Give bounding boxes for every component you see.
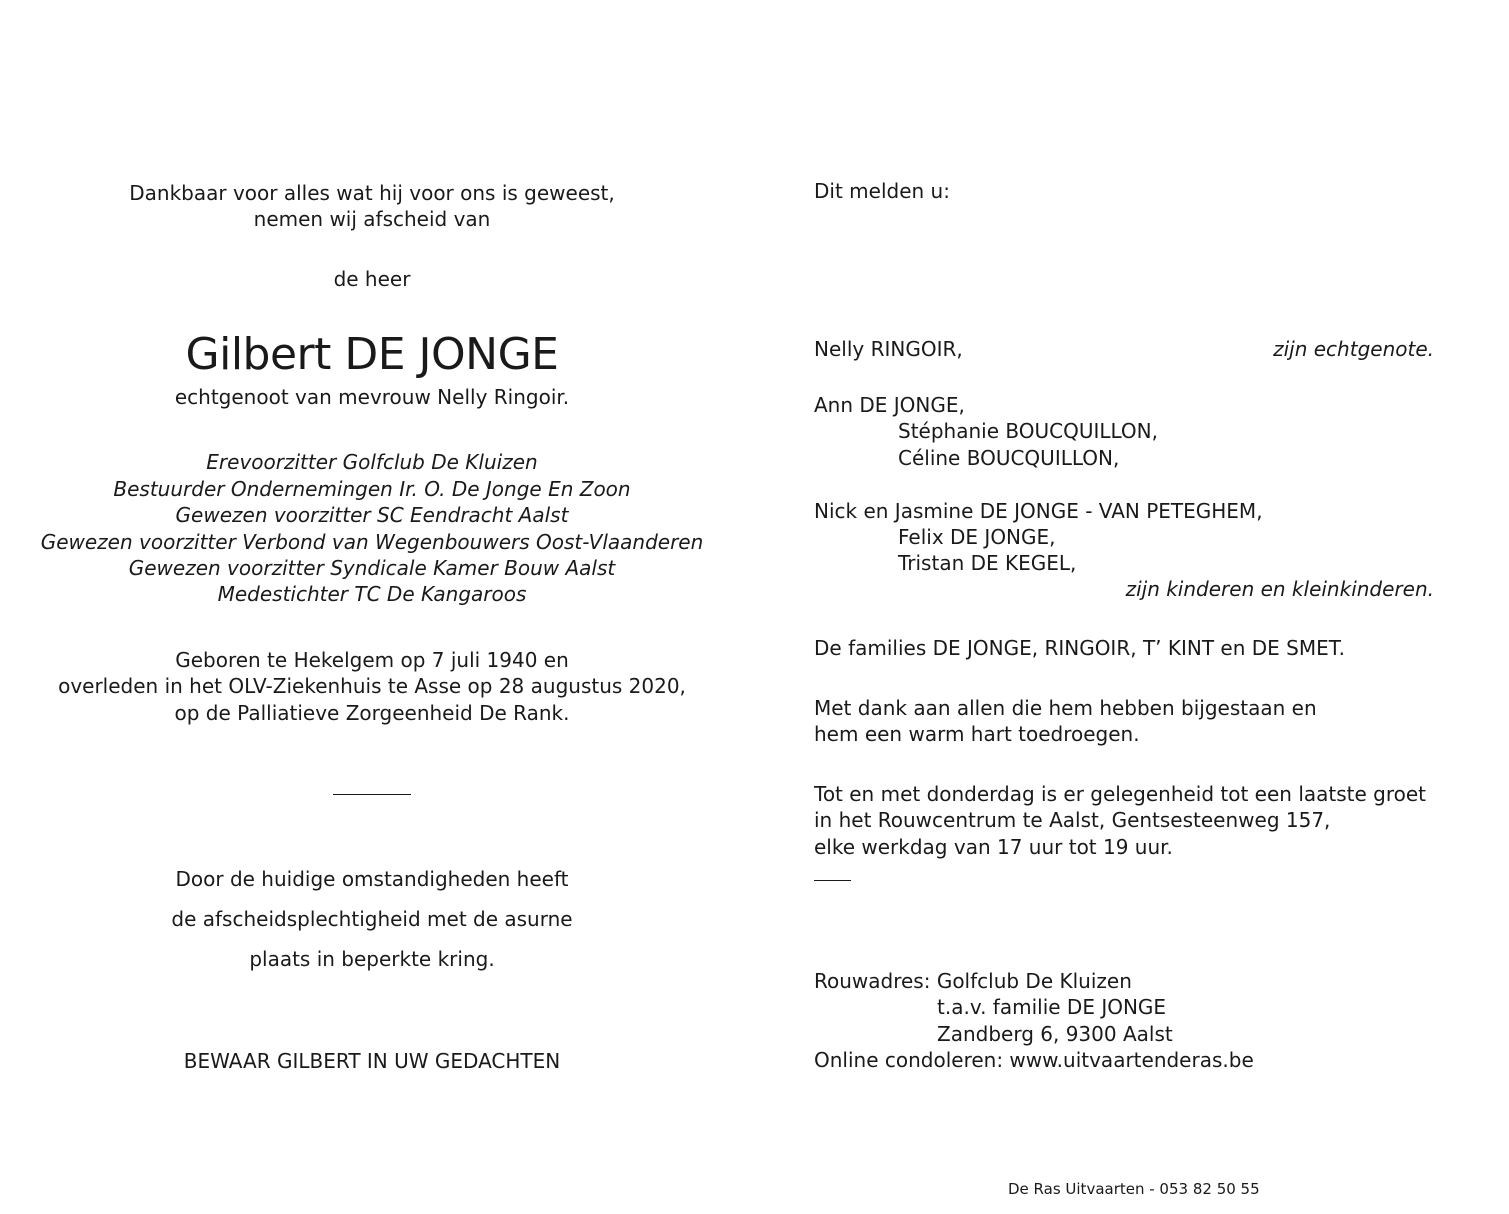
- intro-line-1: Dankbaar voor alles wat hij voor ons is geweest,: [129, 181, 615, 205]
- thanks-line-1: Met dank aan allen die hem hebben bijgestaan en: [814, 696, 1317, 720]
- funeral-home-footer: De Ras Uitvaarten - 053 82 50 55: [1008, 1180, 1260, 1198]
- spouse-line: echtgenoot van mevrouw Nelly Ringoir.: [174, 385, 570, 409]
- address-label: Rouwadres: Golfclub De Kluizen: [814, 969, 1132, 993]
- deceased-name: Gilbert DE JONGE: [185, 329, 559, 380]
- families-line: De families DE JONGE, RINGOIR, T’ KINT en DE SMET.: [814, 636, 1345, 660]
- title-line-2: Bestuurder Ondernemingen Ir. O. De Jonge En Zoon: [113, 477, 631, 501]
- child-1-name: Ann DE JONGE,: [814, 393, 965, 417]
- intro-line-2: nemen wij afscheid van: [253, 207, 491, 231]
- title-line-4: Gewezen voorzitter Verbond van Wegenbouwers Oost-Vlaanderen: [40, 530, 704, 554]
- place-line: op de Palliatieve Zorgeenheid De Rank.: [174, 701, 570, 725]
- grandchild-2: Céline BOUCQUILLON,: [898, 446, 1120, 470]
- closing-line: BEWAAR GILBERT IN UW GEDACHTEN: [183, 1049, 561, 1073]
- title-line-5: Gewezen voorzitter Syndicale Kamer Bouw Aalst: [128, 556, 616, 580]
- circumstances-line-1: Door de huidige omstandigheden heeft: [175, 867, 569, 891]
- visit-line-1: Tot en met donderdag is er gelegenheid tot een laatste groet: [814, 782, 1427, 806]
- children-relation: zijn kinderen en kleinkinderen.: [1125, 577, 1434, 601]
- spouse-name: Nelly RINGOIR,: [814, 337, 963, 361]
- address-line-1: t.a.v. familie DE JONGE: [937, 995, 1167, 1019]
- short-divider: [814, 880, 851, 881]
- death-line: overleden in het OLV-Ziekenhuis te Asse op 28 augustus 2020,: [58, 674, 686, 698]
- visit-line-3: elke werkdag van 17 uur tot 19 uur.: [814, 835, 1173, 859]
- announce-line: Dit melden u:: [814, 179, 950, 203]
- circumstances-line-3: plaats in beperkte kring.: [249, 947, 495, 971]
- circumstances-line-2: de afscheidsplechtigheid met de asurne: [171, 907, 573, 931]
- title-line-1: Erevoorzitter Golfclub De Kluizen: [206, 450, 538, 474]
- thanks-line-2: hem een warm hart toedroegen.: [814, 722, 1140, 746]
- title-line-3: Gewezen voorzitter SC Eendracht Aalst: [175, 503, 569, 527]
- birth-line: Geboren te Hekelgem op 7 juli 1940 en: [175, 648, 569, 672]
- visit-line-2: in het Rouwcentrum te Aalst, Gentsesteenweg 157,: [814, 808, 1331, 832]
- online-condolence: Online condoleren: www.uitvaartenderas.be: [814, 1048, 1254, 1072]
- child-2-name: Nick en Jasmine DE JONGE - VAN PETEGHEM,: [814, 499, 1263, 523]
- honorific: de heer: [333, 267, 411, 291]
- grandchild-3: Felix DE JONGE,: [898, 525, 1056, 549]
- title-line-6: Medestichter TC De Kangaroos: [217, 582, 527, 606]
- grandchild-1: Stéphanie BOUCQUILLON,: [898, 419, 1158, 443]
- grandchild-4: Tristan DE KEGEL,: [898, 551, 1077, 575]
- spouse-relation: zijn echtgenote.: [1273, 337, 1434, 361]
- divider: [333, 794, 411, 795]
- address-line-2: Zandberg 6, 9300 Aalst: [937, 1022, 1173, 1046]
